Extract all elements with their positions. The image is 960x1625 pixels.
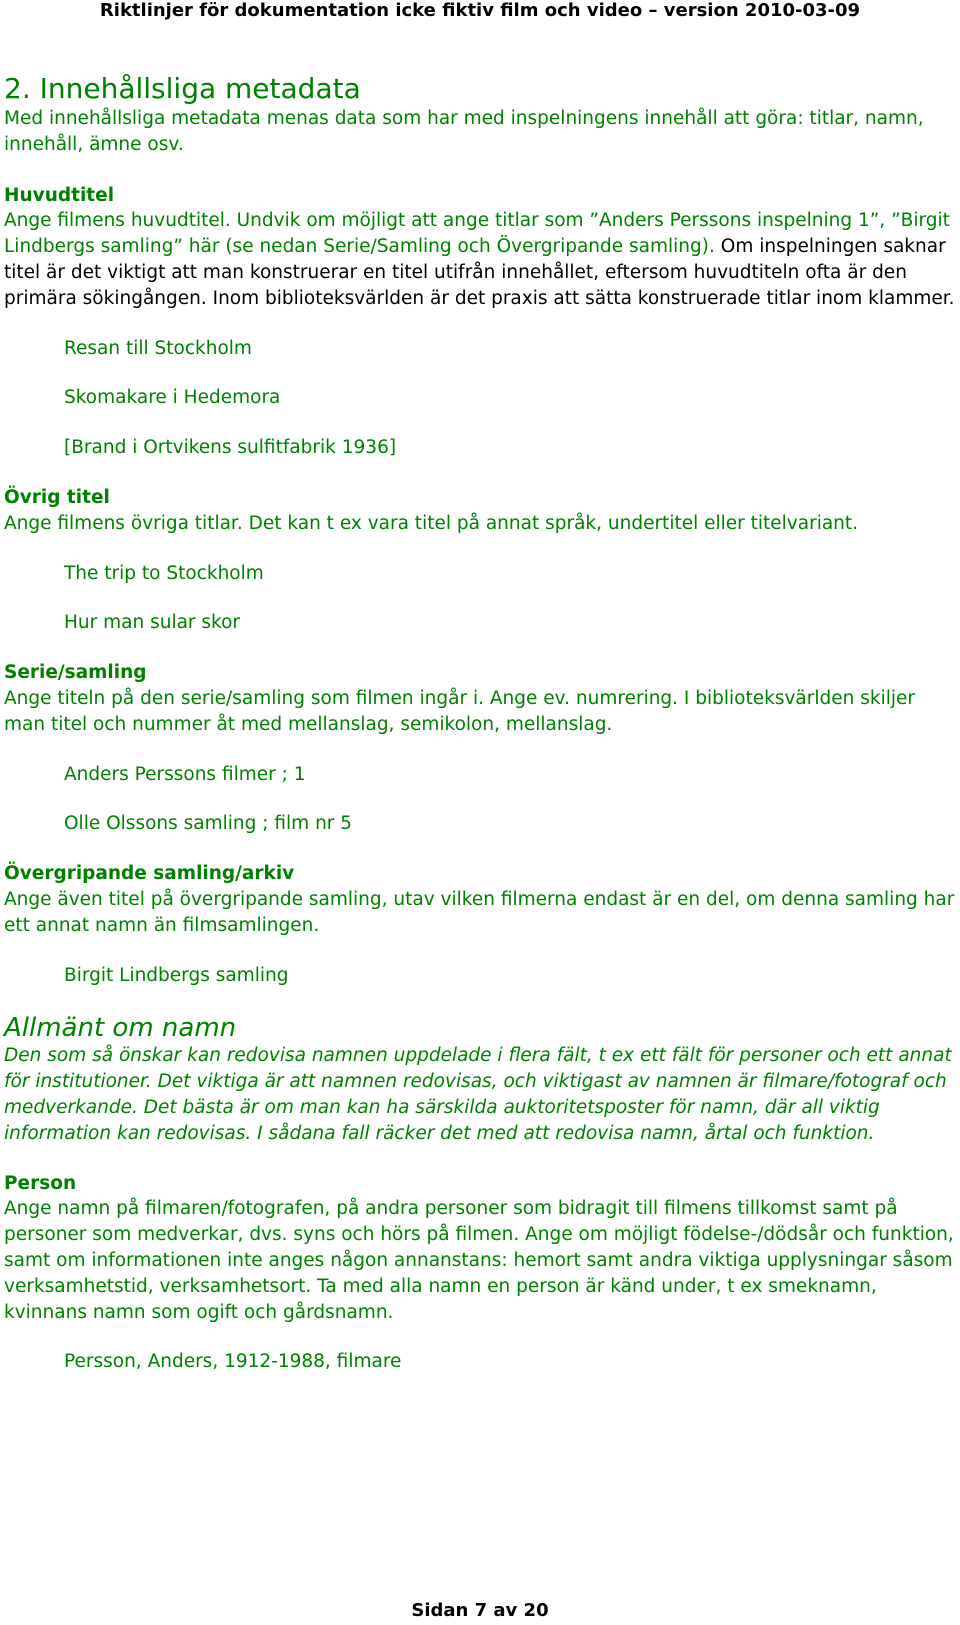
section-intro: Med innehållsliga metadata menas data som har med inspelningens innehåll att göra: titlar, namn, innehåll, ämne osv. bbox=[4, 108, 924, 155]
huvudtitel-text-green: Ange filmens huvudtitel. Undvik om möjligt att ange titlar som ”Anders Perssons inspelning 1”, ”Birgit Lindbergs samling” här (se nedan Serie/Samling och Övergripande samling). bbox=[4, 210, 950, 258]
huvudtitel-text bbox=[4, 208, 956, 311]
serie-samling-heading: Serie/samling bbox=[4, 662, 147, 684]
example-series-2: Olle Olssons samling ; film nr 5 bbox=[64, 813, 353, 835]
section-title: 2. Innehållsliga metadata bbox=[4, 72, 361, 105]
huvudtitel-heading: Huvudtitel bbox=[4, 184, 115, 206]
allmant-text: Den som så önskar kan redovisa namnen uppdelade i flera fält, t ex ett fält för personer och ett annat för institutioner. Det viktiga är att namnen redovisas, och viktigast av namnen är filmare/fotograf och medverkande. Det bästa är om man kan ha särskilda auktoritetsposter för namn, där all viktig information kan redovisas. I sådana fall räcker det med att redovisa namn, årtal och funktion. bbox=[4, 1045, 952, 1144]
overgripande-heading: Övergripande samling/arkiv bbox=[4, 863, 295, 885]
huvudtitel-text-black: Om inspelningen saknar titel är det viktigt att man konstruerar en titel utifrån innehållet, eftersom huvudtiteln ofta är den primära sökingången. Inom biblioteksvärlden är det praxis att sätta konstruerade titlar inom klammer. bbox=[4, 236, 955, 309]
serie-samling-text: Ange titeln på den serie/samling som filmen ingår i. Ange ev. numrering. I biblioteksvärlden skiljer man titel och nummer åt med mellanslag, semikolon, mellanslag. bbox=[4, 687, 915, 735]
ovrig-titel-heading: Övrig titel bbox=[4, 486, 110, 508]
allmant-heading: Allmänt om namn bbox=[4, 1013, 237, 1044]
person-text: Ange namn på filmaren/fotografen, på andra personer som bidragit till filmens tillkomst samt på personer som medverkar, dvs. syns och hörs på filmen. Ange om möjligt födelse-/dödsår och funktion, samt om informationen inte anges någon annanstans: hemort samt andra viktiga upplysningar såsom verksamhetstid, verksamhetsort. Ta med alla namn en person är känd under, t ex smeknamn, kvinnans namn som ogift och gårdsnamn. bbox=[4, 1198, 954, 1323]
example-title-1: Resan till Stockholm bbox=[64, 337, 252, 359]
document-body bbox=[4, 72, 956, 1375]
example-other-title-2: Hur man sular skor bbox=[64, 612, 241, 634]
overgripande-text: Ange även titel på övergripande samling, utav vilken filmerna endast är en del, om denna samling har ett annat namn än filmsamlingen. bbox=[4, 888, 955, 936]
example-person-1: Persson, Anders, 1912-1988, filmare bbox=[64, 1351, 402, 1373]
example-series-1: Anders Perssons filmer ; 1 bbox=[64, 763, 306, 785]
example-title-2: Skomakare i Hedemora bbox=[64, 387, 281, 409]
page-header: Riktlinjer för dokumentation icke fiktiv film och video – version 2010-03-09 bbox=[99, 0, 861, 21]
person-heading: Person bbox=[4, 1172, 77, 1194]
example-collection-1: Birgit Lindbergs samling bbox=[64, 964, 289, 986]
page-number: Sidan 7 av 20 bbox=[411, 1600, 549, 1621]
ovrig-titel-text: Ange filmens övriga titlar. Det kan t ex vara titel på annat språk, undertitel eller titelvariant. bbox=[4, 512, 859, 534]
example-title-3: [Brand i Ortvikens sulfitfabrik 1936] bbox=[64, 437, 397, 459]
example-other-title-1: The trip to Stockholm bbox=[64, 562, 264, 584]
